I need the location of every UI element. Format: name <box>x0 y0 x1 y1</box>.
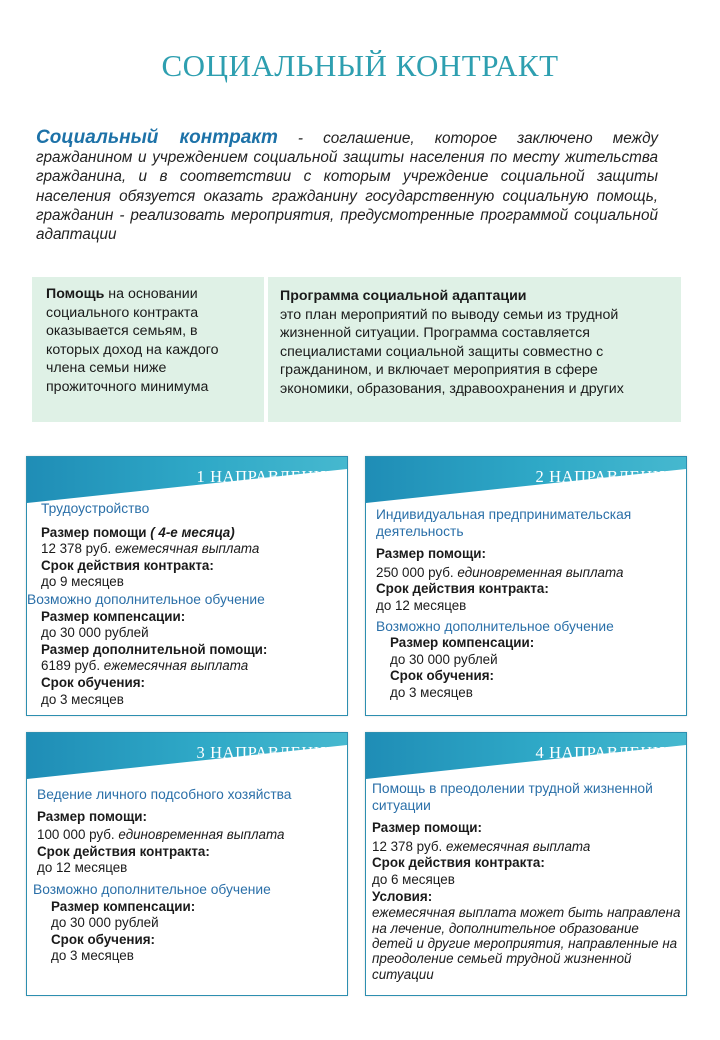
addaid-type: ежемесячная выплата <box>103 658 249 674</box>
direction-card-1 <box>26 456 348 716</box>
card-subtitle: Трудоустройство <box>41 501 150 516</box>
extra-title: Возможно дополнительное обучение <box>33 881 271 897</box>
aid-amount: 250 000 руб. <box>376 564 454 580</box>
comp-label: Размер компенсации: <box>41 608 186 624</box>
term-value: до 12 месяцев <box>376 597 467 613</box>
study-value: до 3 месяцев <box>51 948 134 964</box>
aid-label: Размер помощи: <box>37 808 147 824</box>
term-value: до 6 месяцев <box>372 871 455 887</box>
info-program-text: это план мероприятий по выводу семьи из трудной жизненной ситуации. Программа составляется специалистами социальной защиты совместно с гражданином, и включает мероприятия в сфере экономики, образования, здравоохранения и других <box>280 306 624 397</box>
term-value: до 12 месяцев <box>37 860 128 876</box>
comp-label: Размер компенсации: <box>51 898 196 914</box>
addaid-amount: 6189 руб. <box>41 658 101 674</box>
definition-text: - соглашение, которое заключено между гражданином и учреждением социальной защиты населения по месту жительства гражданина, и в соответствии с которым учреждение социальной защиты населения обязуется оказать гражданину государственную социальную помощь, гражданин - реализовать мероприятия, предусмотренные программой социальной адаптации <box>36 130 658 244</box>
card-subtitle: Помощь в преодолении трудной жизненной ситуации <box>372 781 653 813</box>
aid-amount: 100 000 руб. <box>37 827 115 843</box>
aid-type: ежемесячная выплата <box>445 838 591 854</box>
aid-note: ( 4-е месяца) <box>150 524 235 540</box>
study-value: до 3 месяцев <box>390 684 473 700</box>
card-body <box>376 507 678 702</box>
direction-card-2 <box>365 456 687 716</box>
direction-card-4 <box>365 732 687 996</box>
card-body <box>372 781 682 982</box>
aid-label: Размер помощи: <box>376 546 486 562</box>
extra-title: Возможно дополнительное обучение <box>27 591 265 607</box>
term-label: Срок действия контракта: <box>37 843 210 859</box>
study-label: Срок обучения: <box>51 931 155 947</box>
card-body <box>27 501 339 708</box>
card-body <box>33 787 339 965</box>
aid-label: Размер помощи: <box>372 820 482 836</box>
definition-lead: Социальный контракт <box>36 127 278 148</box>
card-banner-title: 4 НАПРАВЛЕНИЕ <box>535 743 676 762</box>
aid-type: единовременная выплата <box>118 827 285 843</box>
card-subtitle: Индивидуальная предпринимательская деятельность <box>376 507 632 539</box>
info-box-program <box>268 277 681 422</box>
aid-label: Размер помощи <box>41 524 147 540</box>
card-banner-title: 3 НАПРАВЛЕНИЕ <box>196 743 337 762</box>
study-label: Срок обучения: <box>41 674 145 690</box>
extra-title: Возможно дополнительное обучение <box>376 618 614 634</box>
cond-text: ежемесячная выплата может быть направлена на лечение, дополнительное образование детей и другие мероприятия, направленные на преодоление семьей трудной жизненной ситуации <box>372 905 681 982</box>
info-help-text: на основании социального контракта оказывается семьям, в которых доход на каждого члена семьи ниже прожиточного минимума <box>46 286 219 395</box>
card-banner-title: 1 НАПРАВЛЕНИЕ <box>196 467 337 486</box>
page-title: СОЦИАЛЬНЫЙ КОНТРАКТ <box>161 48 559 83</box>
definition-paragraph <box>36 128 658 244</box>
comp-value: до 30 000 рублей <box>390 651 498 667</box>
aid-type: единовременная выплата <box>457 564 624 580</box>
cond-label: Условия: <box>372 888 433 904</box>
card-subtitle: Ведение личного подсобного хозяйства <box>37 787 292 802</box>
term-label: Срок действия контракта: <box>372 855 545 871</box>
term-label: Срок действия контракта: <box>376 581 549 597</box>
info-program-title: Программа социальной адаптации <box>280 288 527 304</box>
aid-type: ежемесячная выплата <box>114 541 260 557</box>
term-label: Срок действия контракта: <box>41 557 214 573</box>
study-label: Срок обучения: <box>390 668 494 684</box>
direction-card-3 <box>26 732 348 996</box>
aid-amount: 12 378 руб. <box>372 838 443 854</box>
card-banner-title: 2 НАПРАВЛЕНИЕ <box>535 467 676 486</box>
comp-label: Размер компенсации: <box>390 635 535 651</box>
aid-amount: 12 378 руб. <box>41 541 112 557</box>
term-value: до 9 месяцев <box>41 574 124 590</box>
info-help-bold: Помощь <box>46 286 105 302</box>
study-value: до 3 месяцев <box>41 691 124 707</box>
addaid-label: Размер дополнительной помощи: <box>41 641 268 657</box>
comp-value: до 30 000 рублей <box>41 625 149 641</box>
info-box-help <box>32 277 264 422</box>
comp-value: до 30 000 рублей <box>51 915 159 931</box>
